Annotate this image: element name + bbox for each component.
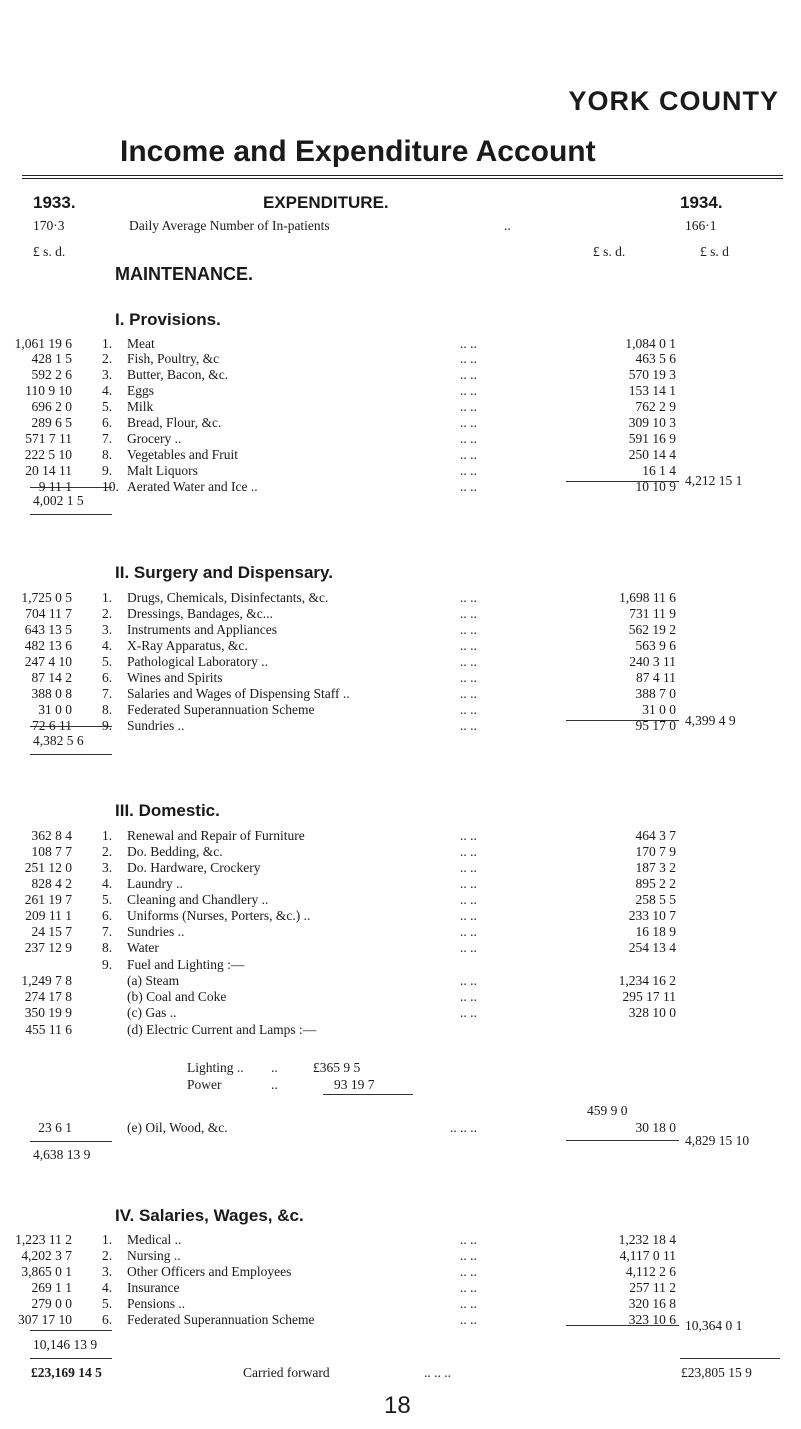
- row-label: Fuel and Lighting :—: [127, 957, 245, 972]
- table-row: 251 12 0 3. Do. Hardware, Crockery .. .. 187 3 2: [24, 860, 676, 875]
- row-number: 4.: [102, 1280, 113, 1295]
- row-number: 9.: [102, 718, 113, 733]
- row-number: 1.: [102, 1232, 113, 1247]
- row-number: 4.: [102, 638, 113, 653]
- row-number: 10.: [102, 479, 119, 494]
- row-label: Grocery ..: [127, 431, 182, 446]
- prev-amount: 274 17 8: [24, 989, 72, 1004]
- prev-amount: 455 11 6: [25, 1022, 72, 1037]
- prev-amount: 9 11 1: [38, 479, 72, 494]
- row-number: 6.: [102, 1312, 113, 1327]
- table-row: 72 6 11 9. Sundries .. .. .. 95 17 0: [32, 718, 676, 733]
- row-number: 4.: [102, 876, 113, 891]
- row-number: 6.: [102, 670, 113, 685]
- table-row: 237 12 9 8. Water .. .. 254 13 4: [24, 940, 676, 955]
- row-amount: 4,117 0 11: [619, 1248, 676, 1263]
- currency-mid: £ s. d.: [593, 244, 626, 259]
- row-number: 2.: [102, 351, 113, 366]
- table-row: 4,202 3 7 2. Nursing .. .. .. 4,117 0 11: [21, 1248, 676, 1263]
- prev-amount: 251 12 0: [24, 860, 72, 875]
- row-number: 8.: [102, 702, 113, 717]
- table-row: 696 2 0 5. Milk .. .. 762 2 9: [31, 399, 676, 414]
- row-label: Do. Bedding, &c.: [127, 844, 223, 859]
- row-amount: 464 3 7: [635, 828, 676, 843]
- row-number: 5.: [102, 399, 113, 414]
- row-label: Do. Hardware, Crockery: [127, 860, 261, 875]
- table-row: 289 6 5 6. Bread, Flour, &c. .. .. 309 10 3: [31, 415, 676, 430]
- row-number: 7.: [102, 431, 113, 446]
- power-amount: 93 19 7: [334, 1077, 375, 1092]
- row-label: Fish, Poultry, &c: [127, 351, 220, 366]
- section-title: I. Provisions.: [115, 310, 221, 329]
- prev-amount: 1,061 19 6: [14, 336, 72, 351]
- section-title: III. Domestic.: [115, 801, 220, 820]
- row-label: Federated Superannuation Scheme: [127, 702, 315, 717]
- row-label: Milk: [127, 399, 154, 414]
- row-number: 2.: [102, 844, 113, 859]
- prev-amount: 704 11 7: [25, 606, 72, 621]
- row-label: X-Ray Apparatus, &c.: [127, 638, 248, 653]
- section-title: IV. Salaries, Wages, &c.: [115, 1206, 304, 1225]
- prev-amount: 1,223 11 2: [15, 1232, 72, 1247]
- table-row: 362 8 4 1. Renewal and Repair of Furniture .. .. 464 3 7: [31, 828, 676, 843]
- prev-amount: 247 4 10: [24, 654, 72, 669]
- currency-prev: £ s. d.: [33, 244, 66, 259]
- table-row: 209 11 1 6. Uniforms (Nurses, Porters, &c.) .. .. .. 233 10 7: [25, 908, 676, 923]
- section-total-curr: 4,212 15 1: [685, 473, 743, 488]
- prev-amount: 482 13 6: [24, 638, 72, 653]
- table-row: 643 13 5 3. Instruments and Appliances .. .. 562 19 2: [24, 622, 676, 637]
- table-row: 247 4 10 5. Pathological Laboratory .. .. .. 240 3 11: [24, 654, 676, 669]
- prev-amount: 289 6 5: [31, 415, 72, 430]
- row-amount: 240 3 11: [629, 654, 676, 669]
- row-number: 3.: [102, 622, 113, 637]
- prev-amount: 269 1 1: [31, 1280, 72, 1295]
- row-label: Vegetables and Fruit: [127, 447, 238, 462]
- row-label: Eggs: [127, 383, 154, 398]
- prev-amount: 261 19 7: [24, 892, 72, 907]
- row-amount: 31 0 0: [642, 702, 676, 717]
- row-amount: 257 11 2: [629, 1280, 676, 1295]
- row-amount: 30 18 0: [635, 1120, 676, 1135]
- page-number: 18: [384, 1392, 411, 1419]
- row-label: Water: [127, 940, 159, 955]
- prev-amount: 31 0 0: [38, 702, 72, 717]
- section-total-prev: 10,146 13 9: [33, 1337, 98, 1352]
- row-label: Instruments and Appliances: [127, 622, 277, 637]
- row-label: Bread, Flour, &c.: [127, 415, 222, 430]
- row-label: (e) Oil, Wood, &c.: [127, 1120, 228, 1135]
- row-label: Laundry ..: [127, 876, 183, 891]
- table-row: 108 7 7 2. Do. Bedding, &c. .. .. 170 7 9: [31, 844, 676, 859]
- row-label: Cleaning and Chandlery ..: [127, 892, 269, 907]
- section-total-prev: 4,002 1 5: [33, 493, 84, 508]
- row-label: Pensions ..: [127, 1296, 186, 1311]
- table-row: 31 0 0 8. Federated Superannuation Scheme .. .. 31 0 0: [38, 702, 676, 717]
- title-rule: [22, 175, 783, 176]
- row-amount: 16 1 4: [642, 463, 676, 478]
- row-amount: 254 13 4: [628, 940, 676, 955]
- table-row: 1,061 19 6 1. Meat .. .. 1,084 0 1: [14, 336, 676, 351]
- section-title: II. Surgery and Dispensary.: [115, 563, 333, 582]
- row-amount: 16 18 9: [635, 924, 676, 939]
- row-amount: 95 17 0: [635, 718, 676, 733]
- prev-amount: 110 9 10: [25, 383, 72, 398]
- table-row: 1,249 7 8 (a) Steam .. .. 1,234 16 2: [21, 973, 676, 988]
- prev-amount: 20 14 11: [25, 463, 72, 478]
- row-label: Federated Superannuation Scheme: [127, 1312, 315, 1327]
- lighting-amount: £365 9 5: [313, 1060, 361, 1075]
- table-row: [0, 1022, 801, 1038]
- expenditure-heading: EXPENDITURE.: [263, 193, 389, 212]
- table-row: 307 17 10 6. Federated Superannuation Scheme .. .. 323 10 6: [18, 1312, 676, 1327]
- section-total-prev: 4,382 5 6: [33, 733, 84, 748]
- row-number: 7.: [102, 686, 113, 701]
- row-label: Pathological Laboratory ..: [127, 654, 268, 669]
- prev-amount: 350 19 9: [24, 1005, 72, 1020]
- row-number: 8.: [102, 940, 113, 955]
- table-row: 571 7 11 7. Grocery .. .. .. 591 16 9: [25, 431, 676, 446]
- maintenance-heading: MAINTENANCE.: [115, 264, 253, 284]
- row-amount: 258 5 5: [635, 892, 676, 907]
- row-number: 9.: [102, 957, 113, 972]
- prev-amount: 24 15 7: [31, 924, 72, 939]
- prev-amount: 209 11 1: [25, 908, 72, 923]
- table-row: 279 0 0 5. Pensions .. .. .. 320 16 8: [31, 1296, 676, 1311]
- table-row: 274 17 8 (b) Coal and Coke .. .. 295 17 11: [24, 989, 676, 1004]
- row-number: 1.: [102, 828, 113, 843]
- currency-right: £ s. d: [700, 244, 729, 259]
- table-row: 269 1 1 4. Insurance .. .. 257 11 2: [31, 1280, 676, 1295]
- row-label: Nursing ..: [127, 1248, 181, 1263]
- row-number: 3.: [102, 860, 113, 875]
- row-label: Insurance: [127, 1280, 180, 1295]
- prev-amount: 307 17 10: [18, 1312, 72, 1327]
- row-amount: 463 5 6: [635, 351, 676, 366]
- row-number: 8.: [102, 447, 113, 462]
- row-label: Other Officers and Employees: [127, 1264, 292, 1279]
- row-amount: 591 16 9: [628, 431, 676, 446]
- row-amount: 1,232 18 4: [618, 1232, 676, 1247]
- prev-amount: 108 7 7: [31, 844, 72, 859]
- row-label: Malt Liquors: [127, 463, 198, 478]
- row-amount: 4,112 2 6: [625, 1264, 676, 1279]
- prev-amount: 23 6 1: [38, 1120, 72, 1135]
- row-amount: 233 10 7: [628, 908, 676, 923]
- table-row: 3,865 0 1 3. Other Officers and Employees .. .. 4,112 2 6: [21, 1264, 676, 1279]
- row-amount: 295 17 11: [622, 989, 676, 1004]
- row-label: (b) Coal and Coke: [127, 989, 227, 1004]
- row-label: Uniforms (Nurses, Porters, &c.) ..: [127, 908, 311, 923]
- row-label: Sundries ..: [127, 924, 185, 939]
- row-amount: 895 2 2: [635, 876, 676, 891]
- carried-forward-label: Carried forward: [243, 1365, 330, 1380]
- row-label: Meat: [127, 336, 155, 351]
- prev-amount: 237 12 9: [24, 940, 72, 955]
- row-amount: 328 10 0: [628, 1005, 676, 1020]
- row-number: 1.: [102, 336, 113, 351]
- row-amount: 562 19 2: [628, 622, 676, 637]
- row-label: (d) Electric Current and Lamps :—: [127, 1022, 317, 1037]
- table-row: 592 2 6 3. Butter, Bacon, &c. .. .. 570 19 3: [31, 367, 676, 382]
- prev-amount: 1,725 0 5: [21, 590, 72, 605]
- section-total-curr: 4,399 4 9: [685, 713, 736, 728]
- table-row: 428 1 5 2. Fish, Poultry, &c .. .. 463 5 6: [31, 351, 676, 366]
- row-amount: 563 9 6: [635, 638, 676, 653]
- row-label: Medical ..: [127, 1232, 182, 1247]
- row-number: 2.: [102, 606, 113, 621]
- row-number: 5.: [102, 1296, 113, 1311]
- table-row: 388 0 8 7. Salaries and Wages of Dispensing Staff .. .. .. 388 7 0: [31, 686, 676, 701]
- row-amount: 153 14 1: [628, 383, 676, 398]
- row-number: 3.: [102, 1264, 113, 1279]
- prev-amount: 4,202 3 7: [21, 1248, 72, 1263]
- row-amount: 731 11 9: [629, 606, 676, 621]
- table-row: 482 13 6 4. X-Ray Apparatus, &c. .. .. 563 9 6: [24, 638, 676, 653]
- table-row: 1,223 11 2 1. Medical .. .. .. 1,232 18 4: [15, 1232, 676, 1247]
- carried-forward-prev: £23,169 14 5: [31, 1365, 102, 1380]
- table-row: 222 5 10 8. Vegetables and Fruit .. .. 250 14 4: [24, 447, 676, 462]
- prev-amount: 3,865 0 1: [21, 1264, 72, 1279]
- year-curr: 1934.: [680, 193, 723, 212]
- table-row: 24 15 7 7. Sundries .. .. .. 16 18 9: [31, 924, 676, 939]
- row-number: 9.: [102, 463, 113, 478]
- table-row: 828 4 2 4. Laundry .. .. .. 895 2 2: [31, 876, 676, 891]
- row-amount: 1,084 0 1: [625, 336, 676, 351]
- row-amount: 323 10 6: [628, 1312, 676, 1327]
- row-number: 4.: [102, 383, 113, 398]
- row-label: Drugs, Chemicals, Disinfectants, &c.: [127, 590, 329, 605]
- row-amount: 320 16 8: [628, 1296, 676, 1311]
- lighting-label: Lighting ..: [187, 1060, 244, 1075]
- title-rule-2: [22, 178, 783, 179]
- row-label: (a) Steam: [127, 973, 180, 988]
- inpatients-prev: 170·3: [33, 218, 65, 233]
- row-label: (c) Gas ..: [127, 1005, 177, 1020]
- prev-amount: 362 8 4: [31, 828, 72, 843]
- row-amount: 570 19 3: [628, 367, 676, 382]
- prev-amount: 696 2 0: [31, 399, 72, 414]
- prev-amount: 571 7 11: [25, 431, 72, 446]
- county-heading: YORK COUNTY: [568, 86, 779, 116]
- row-number: 7.: [102, 924, 113, 939]
- row-number: 5.: [102, 892, 113, 907]
- row-amount: 309 10 3: [628, 415, 676, 430]
- row-label: Aerated Water and Ice ..: [127, 479, 258, 494]
- section-total-curr: 4,829 15 10: [685, 1133, 750, 1148]
- table-row: 9 11 1 10. Aerated Water and Ice .. .. .. 10 10 9: [38, 479, 676, 494]
- carried-forward-curr: £23,805 15 9: [681, 1365, 752, 1380]
- prev-amount: 72 6 11: [32, 718, 72, 733]
- row-number: 1.: [102, 590, 113, 605]
- row-label: Wines and Spirits: [127, 670, 223, 685]
- prev-amount: 643 13 5: [24, 622, 72, 637]
- prev-amount: 87 14 2: [31, 670, 72, 685]
- row-amount: 187 3 2: [635, 860, 676, 875]
- section-total-curr: 10,364 0 1: [685, 1318, 743, 1333]
- table-row: 87 14 2 6. Wines and Spirits .. .. 87 4 11: [31, 670, 676, 685]
- row-label: Sundries ..: [127, 718, 185, 733]
- inpatients-curr: 166·1: [685, 218, 717, 233]
- row-number: 6.: [102, 415, 113, 430]
- section-total-prev: 4,638 13 9: [33, 1147, 91, 1162]
- lamps-subtotal: 459 9 0: [587, 1103, 628, 1118]
- row-amount: 250 14 4: [628, 447, 676, 462]
- row-number: 2.: [102, 1248, 113, 1263]
- table-row: 704 11 7 2. Dressings, Bandages, &c... .. .. 731 11 9: [25, 606, 676, 621]
- inpatients-label: Daily Average Number of In-patients: [129, 218, 330, 233]
- row-number: 3.: [102, 367, 113, 382]
- row-number: 6.: [102, 908, 113, 923]
- row-amount: 10 10 9: [635, 479, 676, 494]
- prev-amount: 222 5 10: [24, 447, 72, 462]
- prev-amount: 388 0 8: [31, 686, 72, 701]
- row-label: Renewal and Repair of Furniture: [127, 828, 305, 843]
- row-label: Salaries and Wages of Dispensing Staff ..: [127, 686, 350, 701]
- row-label: Butter, Bacon, &c.: [127, 367, 229, 382]
- power-label: Power: [187, 1077, 222, 1092]
- table-row: 350 19 9 (c) Gas .. .. .. 328 10 0: [24, 1005, 676, 1020]
- table-row: 261 19 7 5. Cleaning and Chandlery .. .. .. 258 5 5: [24, 892, 676, 907]
- row-amount: 87 4 11: [636, 670, 676, 685]
- table-row: 20 14 11 9. Malt Liquors .. .. 16 1 4: [25, 463, 676, 478]
- prev-amount: 1,249 7 8: [21, 973, 72, 988]
- prev-amount: 279 0 0: [31, 1296, 72, 1311]
- table-row: [0, 957, 801, 973]
- table-row: 23 6 1 (e) Oil, Wood, &c. .. .. .. 30 18 0: [38, 1120, 676, 1135]
- row-amount: 388 7 0: [635, 686, 676, 701]
- row-number: 5.: [102, 654, 113, 669]
- row-amount: 1,698 11 6: [619, 590, 676, 605]
- year-prev: 1933.: [33, 193, 76, 212]
- page-title: Income and Expenditure Account: [120, 135, 596, 168]
- prev-amount: 592 2 6: [31, 367, 72, 382]
- row-amount: 762 2 9: [635, 399, 676, 414]
- prev-amount: 828 4 2: [31, 876, 72, 891]
- row-amount: 170 7 9: [635, 844, 676, 859]
- table-row: 1,725 0 5 1. Drugs, Chemicals, Disinfectants, &c. .. .. 1,698 11 6: [21, 590, 676, 605]
- table-row: 110 9 10 4. Eggs .. .. 153 14 1: [25, 383, 676, 398]
- prev-amount: 428 1 5: [31, 351, 72, 366]
- row-label: Dressings, Bandages, &c...: [127, 606, 273, 621]
- row-amount: 1,234 16 2: [618, 973, 676, 988]
